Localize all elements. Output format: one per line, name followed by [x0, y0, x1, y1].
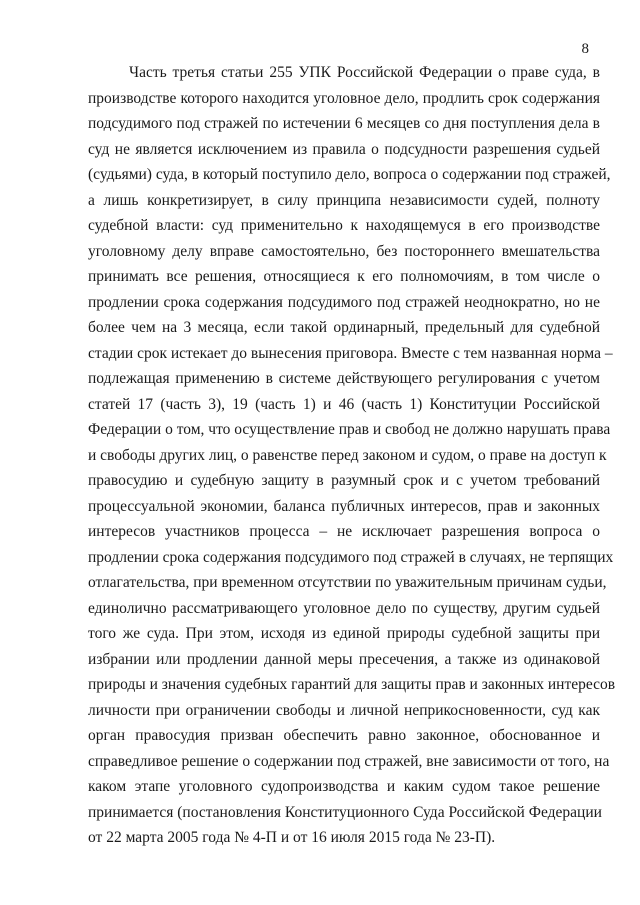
text-line: избрании или продлении данной меры пресечения, а также из одинаковой: [88, 650, 600, 668]
text-line: принимать все решения, относящиеся к его полномочиям, в том числе о: [88, 268, 600, 285]
text-line: судебной власти: суд применительно к находящемуся в его производстве: [88, 217, 600, 234]
text-line: и свободы других лиц, о равенстве перед законом и судом, о праве на доступ к: [88, 446, 607, 464]
text-line: природы и значения судебных гарантий для защиты прав и законных интересов: [88, 676, 616, 693]
text-line: отлагательства, при временном отсутствии по уважительным причинам судьи,: [88, 574, 607, 591]
text-line: личности при ограничении свободы и личной неприкосновенности, суд как: [88, 701, 600, 719]
text-line: подсудимого под стражей по истечении 6 месяцев со дня поступления дела в: [88, 115, 600, 132]
text-line: производстве которого находится уголовное дело, продлить срок содержания: [88, 89, 600, 107]
text-line: единолично рассматривающего уголовное дело по существу, другим судьей: [88, 599, 600, 617]
text-line: а лишь конкретизирует, в силу принципа независимости судей, полноту: [88, 191, 600, 209]
text-line: суд не является исключением из правила о подсудности разрешения судьей: [88, 140, 600, 158]
paragraph: [88, 60, 616, 851]
text-line: (судьями) суда, в который поступило дело, вопроса о содержании под стражей,: [88, 166, 611, 183]
page-number: 8: [581, 41, 589, 57]
text-line: Федерации о том, что осуществление прав и свобод не должно нарушать права: [88, 421, 611, 438]
text-line: справедливое решение о содержании под стражей, вне зависимости от того, на: [88, 752, 610, 770]
text-line: процессуальной экономии, баланса публичных интересов, прав и законных: [88, 497, 600, 515]
text-line: продлении срока содержания подсудимого под стражей в случаях, не терпящих: [88, 548, 614, 566]
text-line: уголовному делу вправе самостоятельно, без постороннего вмешательства: [88, 242, 600, 260]
text-line: интересов участников процесса – не исключает разрешения вопроса о: [88, 523, 600, 540]
text-line: от 22 марта 2005 года № 4-П и от 16 июля 2015 года № 23-П).: [88, 829, 496, 846]
text-line: стадии срок истекает до вынесения приговора. Вместе с тем названная норма –: [88, 344, 613, 362]
text-line: правосудию и судебную защиту в разумный срок и с учетом требований: [88, 472, 600, 489]
text-line: каком этапе уголовного судопроизводства и каким судом такое решение: [88, 778, 600, 795]
text-line: статей 17 (часть 3), 19 (часть 1) и 46 (часть 1) Конституции Российской: [88, 395, 600, 413]
text-line: орган правосудия призван обеспечить равно законное, обоснованное и: [88, 727, 600, 744]
text-line: принимается (постановления Конституционного Суда Российской Федерации: [88, 803, 602, 821]
text-line: Часть третья статьи 255 УПК Российской Федерации о праве суда, в: [129, 64, 600, 81]
text-line: того же суда. При этом, исходя из единой природы судебной защиты при: [88, 625, 600, 642]
text-line: продлении срока содержания подсудимого под стражей неоднократно, но не: [88, 293, 600, 311]
text-line: более чем на 3 месяца, если такой ординарный, предельный для судебной: [88, 319, 600, 336]
text-line: подлежащая применению в системе действующего регулирования с учетом: [88, 370, 600, 387]
